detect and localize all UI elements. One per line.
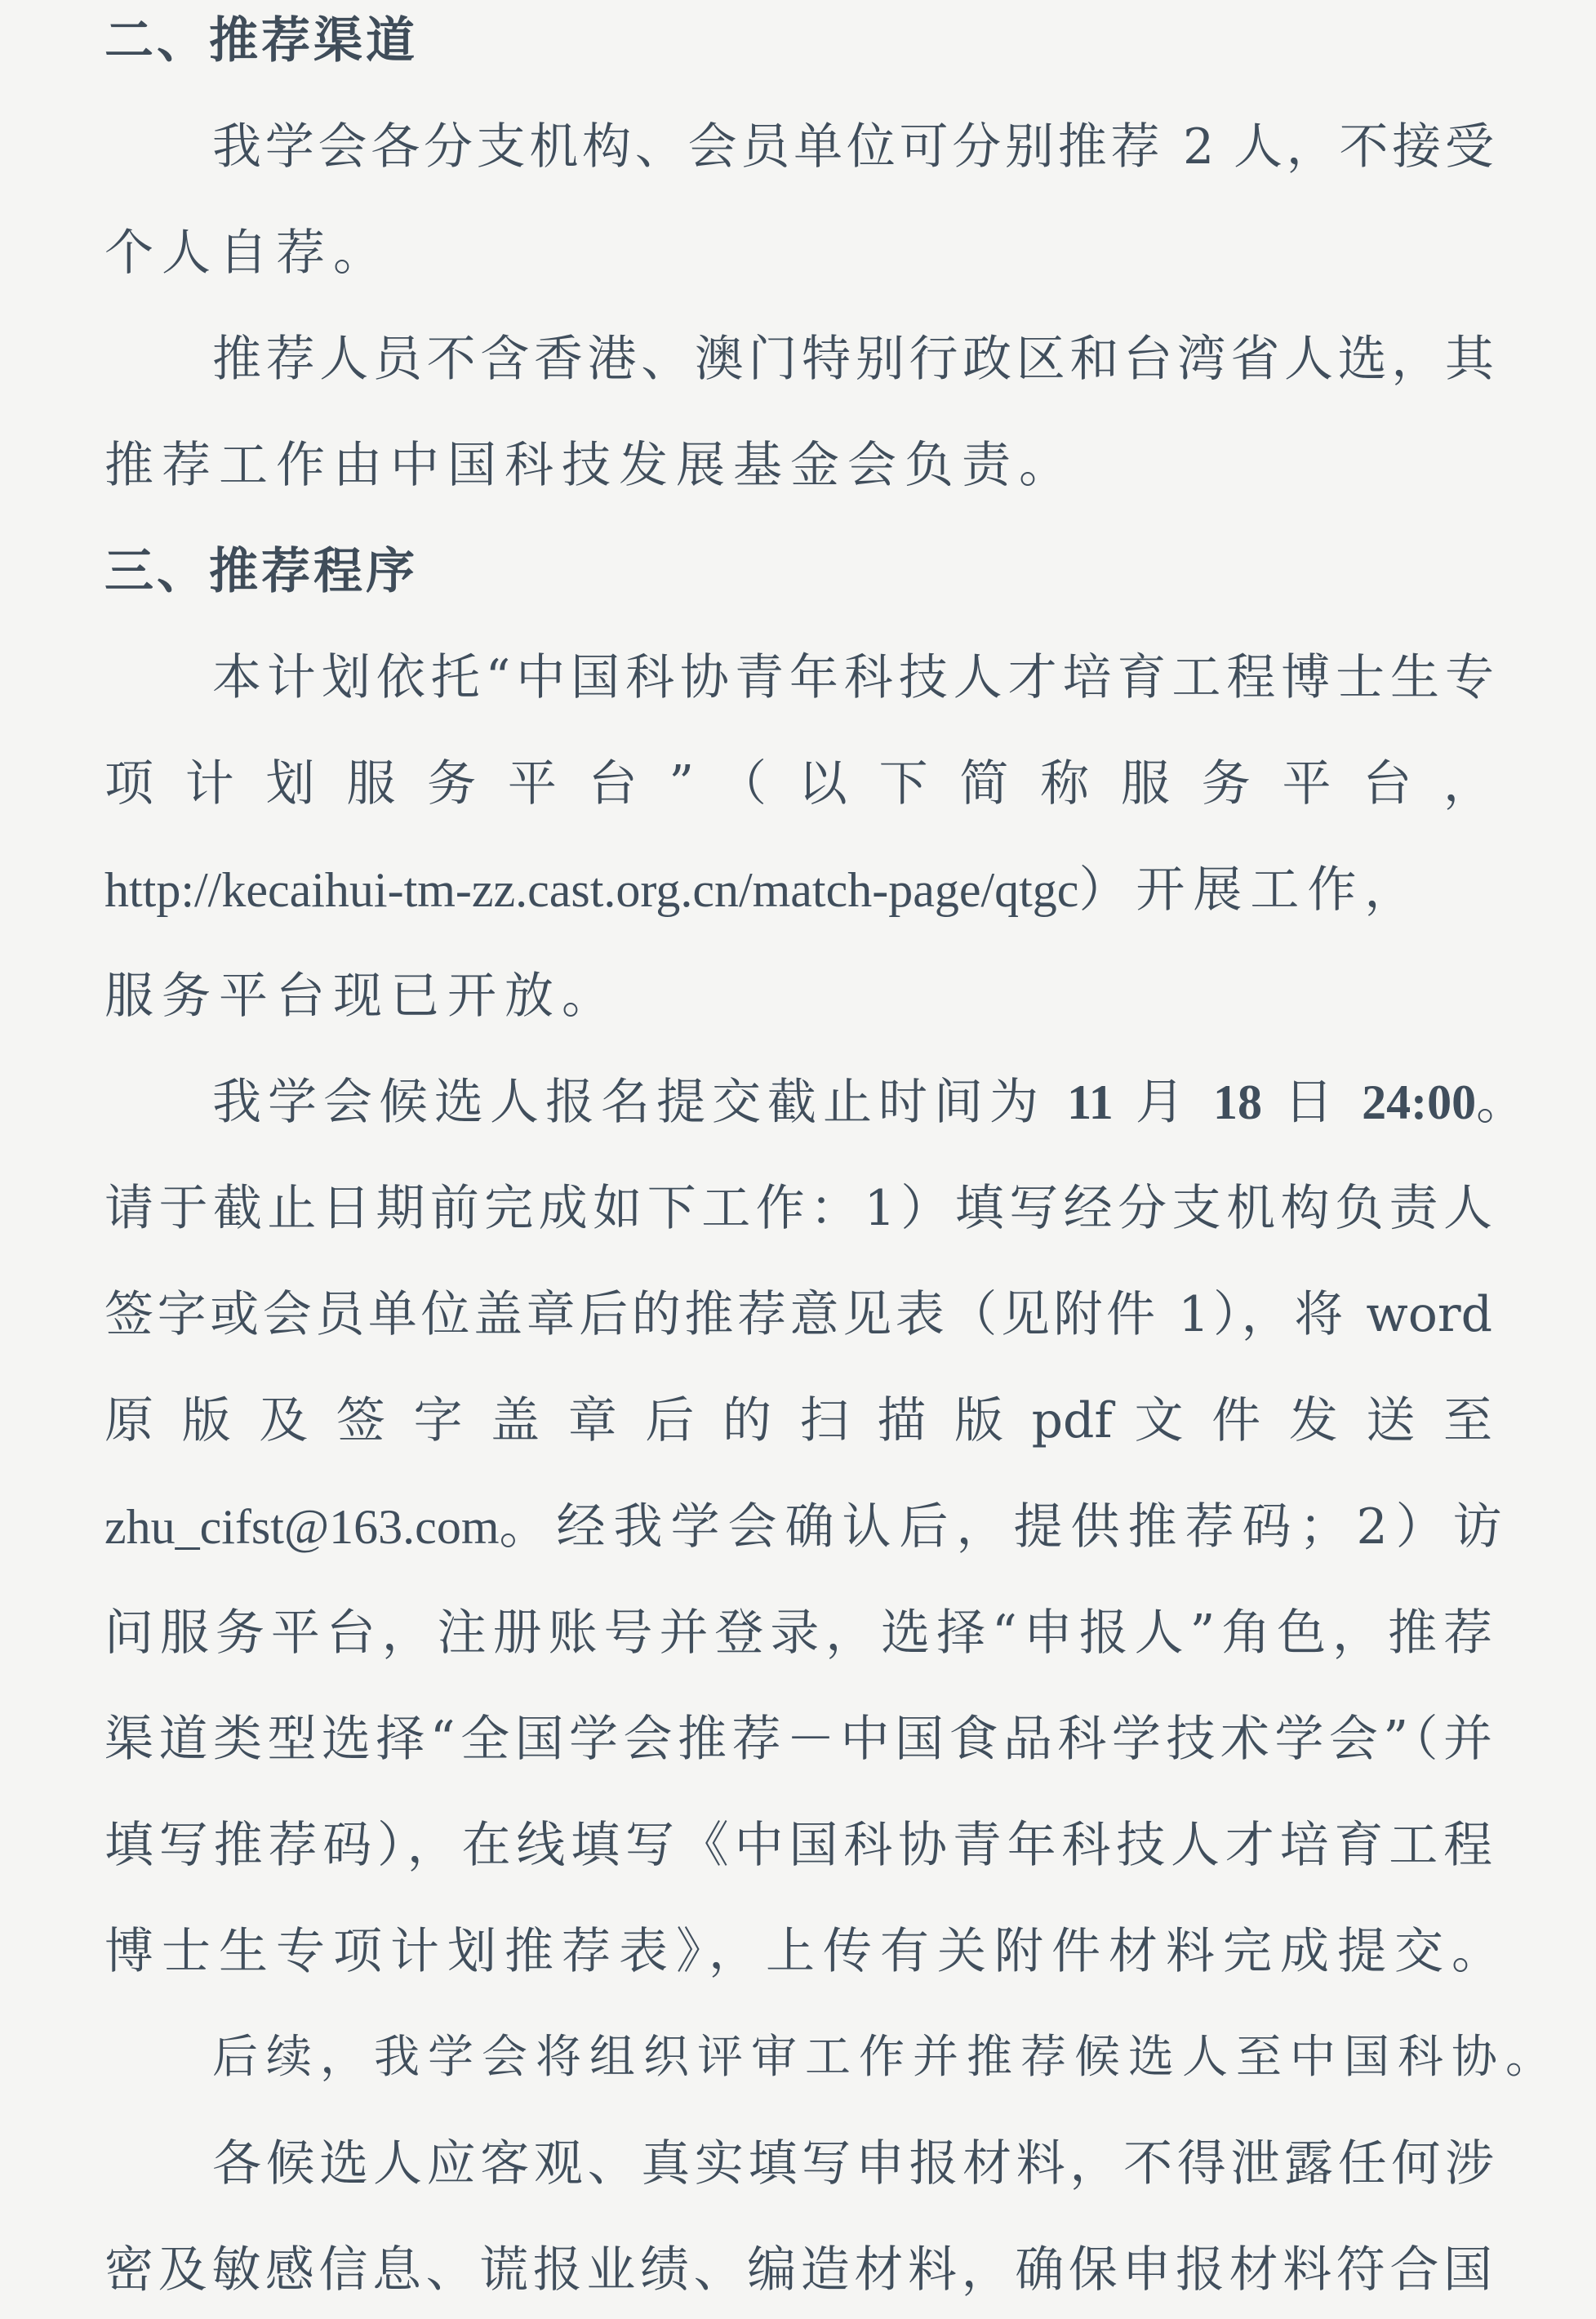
- paragraph-line: 博士生专项计划推荐表》，上传有关附件材料完成提交。: [104, 1923, 1509, 1980]
- service-platform-url[interactable]: http://kecaihui-tm-zz.cast.org.cn/match-page/qtgc: [104, 863, 1079, 917]
- paragraph-line: 本计划依托“中国科协青年科技人才培育工程博士生专: [212, 649, 1494, 706]
- text-segment: 我学会候选人报名提交截止时间为: [212, 1074, 1068, 1131]
- paragraph-line: 服务平台现已开放。: [104, 968, 619, 1025]
- paragraph-line: 问服务平台，注册账号并登录，选择“申报人”角色，推荐: [104, 1605, 1492, 1662]
- paragraph-line: 项 计 划 服 务 平 台 ” （ 以 下 简 称 服 务 平 台 ，: [104, 755, 1492, 812]
- paragraph-line: [104, 1486, 1510, 1568]
- text-segment: 日: [1261, 1074, 1363, 1131]
- paragraph-line: 推荐工作由中国科技发展基金会负责。: [104, 437, 1076, 494]
- paragraph-line: 各候选人应客观、真实填写申报材料，不得泄露任何涉: [212, 2135, 1494, 2192]
- text-segment: 。: [1476, 1074, 1532, 1131]
- deadline-time: 24:00: [1362, 1075, 1477, 1129]
- paragraph-line: 我学会各分支机构、会员单位可分别推荐 2 人，不接受: [212, 118, 1494, 176]
- paragraph-line: 填写推荐码），在线填写《中国科协青年科技人才培育工程: [104, 1817, 1492, 1874]
- text-segment: 月: [1113, 1074, 1213, 1131]
- paragraph-line: 签字或会员单位盖章后的推荐意见表（见附件 1），将 word: [104, 1286, 1492, 1343]
- deadline-month: 11: [1067, 1075, 1114, 1129]
- paragraph-line: 渠道类型选择“全国学会推荐－中国食品科学技术学会”（并: [104, 1711, 1492, 1768]
- paragraph-line: 请于截止日期前完成如下工作：1）填写经分支机构负责人: [104, 1180, 1492, 1237]
- paragraph-line: 密及敏感信息、谎报业绩、编造材料，确保申报材料符合国: [104, 2241, 1492, 2299]
- text-segment: ）开展工作，: [1078, 861, 1422, 919]
- paragraph-line: 推荐人员不含香港、澳门特别行政区和台湾省人选，其: [212, 331, 1494, 388]
- paragraph-line: 后续，我学会将组织评审工作并推荐候选人至中国科协。: [212, 2031, 1559, 2084]
- paragraph-line: 个人自荐。: [104, 225, 390, 282]
- section-heading-procedure: 三、推荐程序: [104, 543, 418, 600]
- contact-email[interactable]: zhu_cifst@163.com: [104, 1500, 500, 1554]
- section-heading-channels: 二、推荐渠道: [104, 12, 418, 69]
- paragraph-line: [104, 849, 1421, 931]
- deadline-day: 18: [1212, 1075, 1262, 1129]
- text-segment: 。经我学会确认后，提供推荐码；2）访: [499, 1498, 1510, 1556]
- paragraph-line: 原 版 及 签 字 盖 章 后 的 扫 描 版 pdf 文 件 发 送 至: [104, 1392, 1492, 1449]
- paragraph-line: [212, 1062, 1532, 1143]
